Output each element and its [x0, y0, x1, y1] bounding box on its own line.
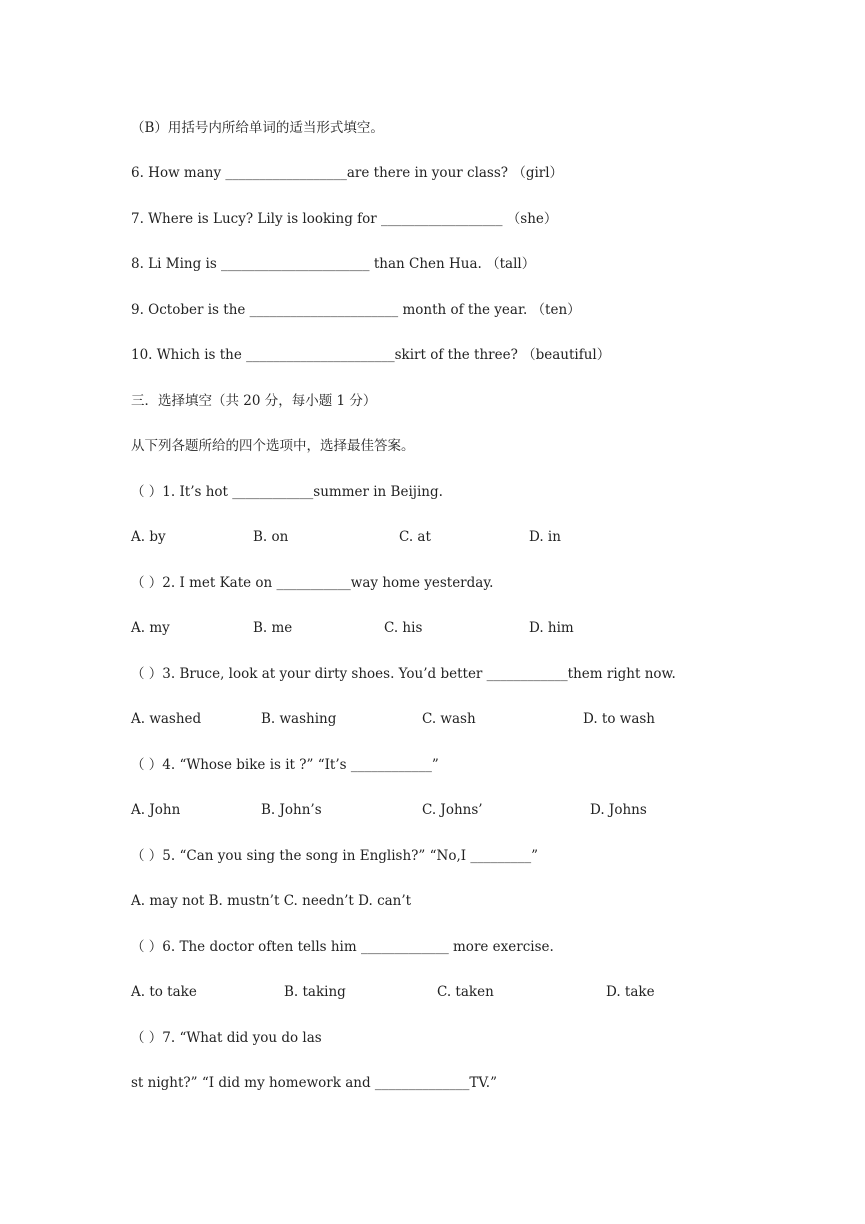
option-c: C. at [399, 529, 431, 545]
question-2-stem: （ ）2. I met Kate on ___________way home yesterday. [131, 575, 494, 591]
option-a: A. washed [131, 711, 202, 727]
question-6-options [131, 983, 831, 1001]
question-7-stem-continued: st night?” “I did my homework and ______________TV.” [131, 1075, 497, 1091]
question-6-stem: （ ）6. The doctor often tells him _____________ more exercise. [131, 939, 554, 955]
option-a: A. by [131, 529, 166, 545]
fill-blank-item-9: 9. October is the ______________________ month of the year. （ten） [131, 302, 581, 318]
option-c: C. Johns’ [422, 802, 483, 818]
option-b: B. me [253, 620, 293, 636]
question-1-stem: （ ）1. It’s hot ____________summer in Beijing. [131, 484, 443, 500]
question-7-stem: （ ）7. “What did you do las [131, 1030, 322, 1046]
option-d: D. to wash [583, 711, 655, 727]
question-3-stem: （ ）3. Bruce, look at your dirty shoes. You’d better ____________them right now. [131, 666, 676, 682]
option-b: B. taking [284, 984, 346, 1000]
option-c: C. wash [422, 711, 476, 727]
question-3-options [131, 710, 831, 728]
question-4-stem: （ ）4. “Whose bike is it ?” “It’s ____________” [131, 757, 439, 773]
option-d: D. Johns [590, 802, 647, 818]
fill-blank-item-6: 6. How many __________________are there in your class? （girl） [131, 165, 564, 181]
question-2-options [131, 619, 831, 637]
section-3-instruction: 从下列各题所给的四个选项中，选择最佳答案。 [131, 438, 415, 454]
option-a: A. John [131, 802, 181, 818]
fill-blank-item-10: 10. Which is the ______________________skirt of the three? （beautiful） [131, 347, 611, 363]
option-d: D. in [529, 529, 561, 545]
option-d: D. him [529, 620, 574, 636]
option-a: A. to take [131, 984, 197, 1000]
option-a: A. my [131, 620, 170, 636]
section-3-heading: 三．选择填空（共 20 分，每小题 1 分） [131, 393, 377, 409]
question-4-options [131, 801, 831, 819]
option-c: C. his [384, 620, 423, 636]
option-d: D. take [606, 984, 655, 1000]
question-1-options [131, 528, 831, 546]
option-b: B. on [253, 529, 289, 545]
question-5-options: A. may not B. mustn’t C. needn’t D. can’t [131, 893, 412, 909]
fill-blank-item-8: 8. Li Ming is ______________________ than Chen Hua. （tall） [131, 256, 536, 272]
fill-blank-item-7: 7. Where is Lucy? Lily is looking for __________________ （she） [131, 211, 558, 227]
question-5-stem: （ ）5. “Can you sing the song in English?” “No,I _________” [131, 848, 539, 864]
option-b: B. washing [261, 711, 337, 727]
option-c: C. taken [437, 984, 494, 1000]
option-b: B. John’s [261, 802, 322, 818]
section-b-heading: （B）用括号内所给单词的适当形式填空。 [131, 120, 384, 136]
